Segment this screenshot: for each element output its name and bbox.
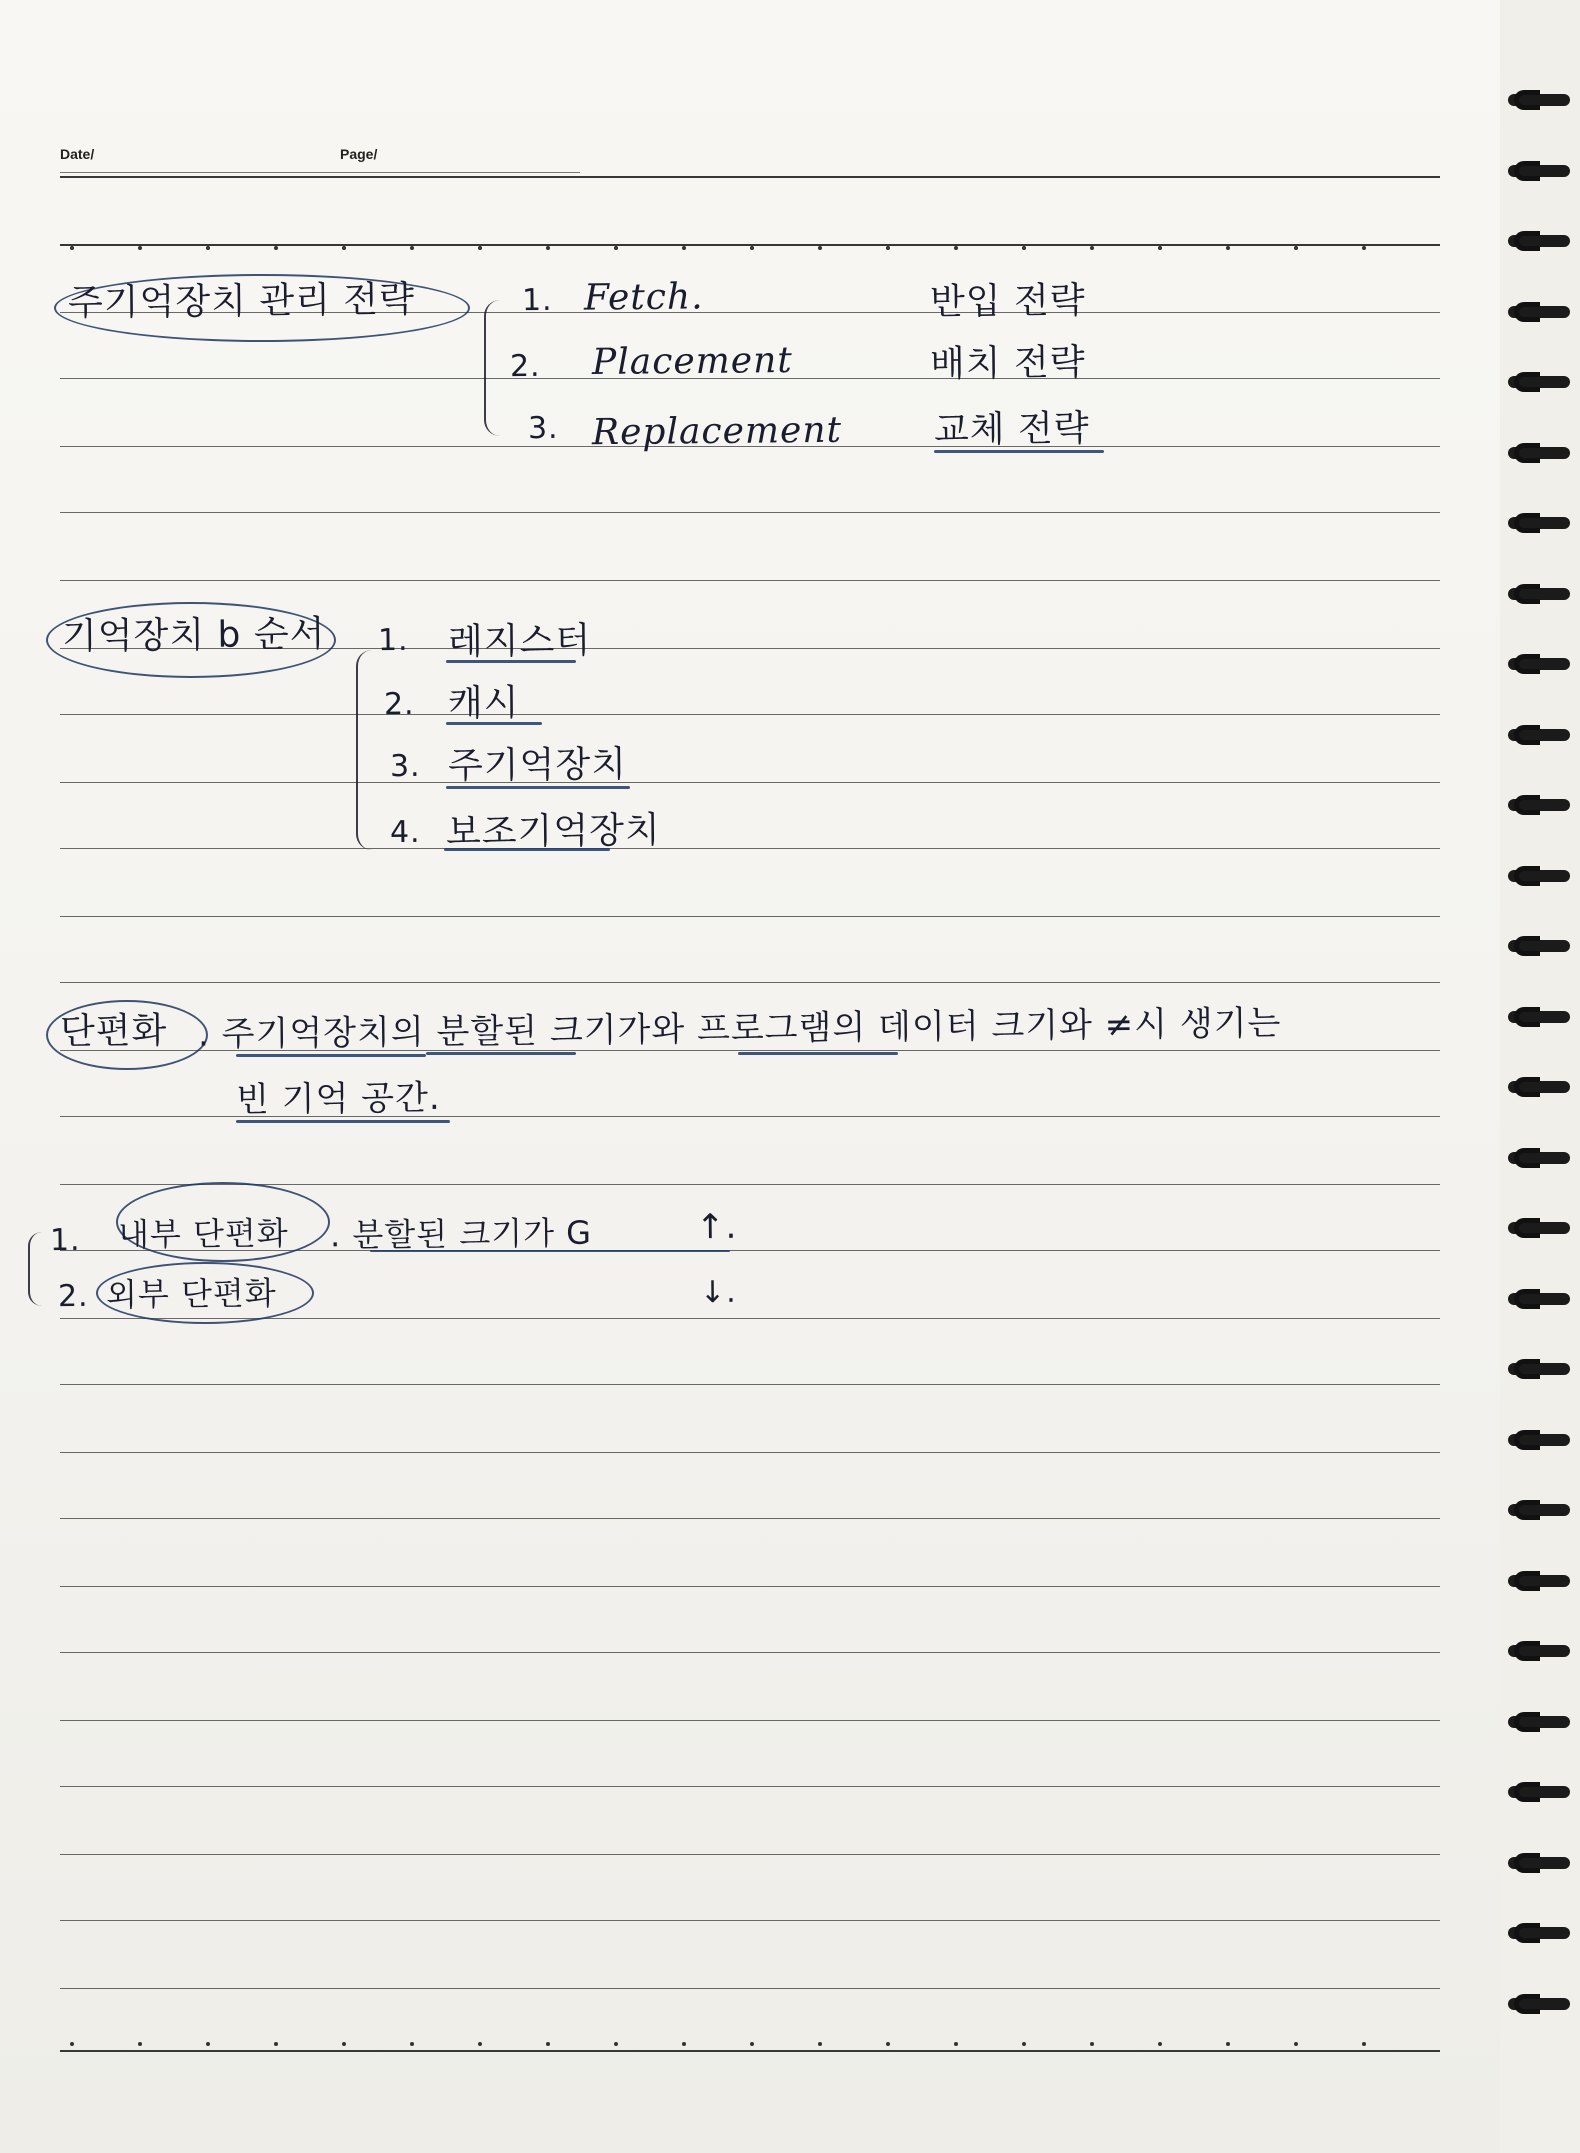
page-dot [342, 246, 346, 250]
spiral-coil [1508, 231, 1570, 251]
page-dot [614, 246, 618, 250]
spiral-coil [1508, 1923, 1570, 1943]
underline [444, 848, 610, 851]
page-dot [342, 2042, 346, 2046]
page-dot [206, 246, 210, 250]
brace [28, 1232, 42, 1306]
page-dot [206, 2042, 210, 2046]
page-dot [682, 246, 686, 250]
spiral-coil [1508, 1007, 1570, 1027]
page-dot [682, 2042, 686, 2046]
page-dot [410, 246, 414, 250]
spiral-coil [1508, 1853, 1570, 1873]
ruled-line [60, 916, 1440, 917]
date-label: Date/ [60, 146, 95, 162]
page-dot [886, 2042, 890, 2046]
ruled-line [60, 512, 1440, 513]
item-label: 내부 단편화 [117, 1214, 289, 1254]
page-dot [546, 2042, 550, 2046]
section-title: 단편화 [59, 1010, 168, 1053]
item-number: 3. [389, 748, 421, 785]
underline [738, 1052, 898, 1055]
spiral-coil [1508, 372, 1570, 392]
page-dot [886, 246, 890, 250]
page-dot [1294, 246, 1298, 250]
page-dot [1022, 2042, 1026, 2046]
item-description: . 분할된 크기가 G [329, 1213, 593, 1255]
item-english: Fetch. [583, 276, 704, 319]
page-dot [1226, 246, 1230, 250]
underline [426, 1052, 576, 1055]
item-text: 주기억장치 [447, 744, 628, 787]
ruled-line [60, 782, 1440, 783]
header-underline [60, 172, 580, 173]
page-dot [1158, 2042, 1162, 2046]
spiral-coil [1508, 725, 1570, 745]
spiral-coil [1508, 90, 1570, 110]
spiral-coil [1508, 443, 1570, 463]
item-symbol: ↑. [695, 1206, 738, 1248]
ruled-line [60, 1786, 1440, 1787]
spiral-coil [1508, 1641, 1570, 1661]
item-number: 2. [383, 686, 415, 723]
spiral-coil [1508, 1994, 1570, 2014]
underline [446, 786, 630, 789]
section-title: 기억장치 b 순서 [61, 613, 326, 658]
spiral-coil [1508, 1571, 1570, 1591]
spiral-coil [1508, 1782, 1570, 1802]
item-label: 외부 단편화 [105, 1274, 277, 1314]
spiral-coil [1508, 1077, 1570, 1097]
page-dot [1294, 2042, 1298, 2046]
ruled-line [60, 1652, 1440, 1653]
spiral-coil [1508, 1359, 1570, 1379]
page-dot [274, 246, 278, 250]
ruled-line [60, 580, 1440, 581]
page-dot [138, 246, 142, 250]
brace [356, 650, 372, 850]
item-number: 3. [527, 410, 559, 447]
underline [446, 660, 576, 663]
top-rule [60, 244, 1440, 246]
spiral-coil [1508, 513, 1570, 533]
page-dot [274, 2042, 278, 2046]
page-dot [614, 2042, 618, 2046]
underline [370, 1250, 730, 1252]
ruled-line [60, 1452, 1440, 1453]
page-dot [818, 246, 822, 250]
underline [446, 722, 542, 725]
item-korean: 배치 전략 [929, 342, 1086, 385]
spiral-coil [1508, 795, 1570, 815]
spiral-coil [1508, 1500, 1570, 1520]
item-english: Placement [591, 339, 793, 384]
definition-line-2: 빈 기억 공간. [235, 1077, 441, 1121]
page-dot [70, 246, 74, 250]
spiral-coil [1508, 584, 1570, 604]
header-rule [60, 176, 1440, 178]
item-text: 캐시 [447, 682, 520, 725]
ruled-line [60, 1920, 1440, 1921]
underline [236, 1054, 426, 1057]
bottom-rule [60, 2050, 1440, 2052]
spiral-coil [1508, 1430, 1570, 1450]
section-title: 주기억장치 관리 전략 [67, 279, 416, 324]
page-dot [1022, 246, 1026, 250]
item-english: Replacement [591, 409, 843, 454]
page-dot [954, 2042, 958, 2046]
item-number: 2. [509, 348, 541, 385]
ruled-line [60, 982, 1440, 983]
page-dot [410, 2042, 414, 2046]
spiral-coil [1508, 1218, 1570, 1238]
page-dot [1362, 2042, 1366, 2046]
spiral-coil [1508, 161, 1570, 181]
item-number: 1. [377, 622, 409, 659]
page-dot [750, 246, 754, 250]
item-text: 보조기억장치 [445, 809, 661, 854]
spiral-coil [1508, 1712, 1570, 1732]
page-dot [818, 2042, 822, 2046]
page-dot [1090, 246, 1094, 250]
ruled-line [60, 1854, 1440, 1855]
ruled-line [60, 1518, 1440, 1519]
definition-line-1: . 주기억장치의 분할된 크기가와 프로그램의 데이터 크기와 ≠시 생기는 [197, 1003, 1282, 1055]
page-dot [478, 2042, 482, 2046]
spiral-binding [1500, 0, 1580, 2153]
brace [484, 300, 500, 436]
spiral-coil [1508, 302, 1570, 322]
page-label: Page/ [340, 146, 378, 162]
item-number: 4. [389, 814, 421, 851]
page-dot [1362, 246, 1366, 250]
item-symbol: ↓. [699, 1274, 737, 1311]
page-dot [546, 246, 550, 250]
page-dot [954, 246, 958, 250]
spiral-coil [1508, 936, 1570, 956]
item-text: 레지스터 [447, 620, 592, 663]
page-dot [1090, 2042, 1094, 2046]
item-number: 1. [49, 1222, 81, 1259]
ruled-line [60, 1720, 1440, 1721]
spiral-coil [1508, 866, 1570, 886]
spiral-coil [1508, 1289, 1570, 1309]
item-korean: 반입 전략 [929, 280, 1086, 323]
ruled-line [60, 1384, 1440, 1385]
page-dot [138, 2042, 142, 2046]
ruled-line [60, 1988, 1440, 1989]
item-number: 1. [521, 282, 553, 319]
page-dot [1158, 246, 1162, 250]
page-dot [1226, 2042, 1230, 2046]
item-number: 2. [57, 1278, 89, 1315]
spiral-coil [1508, 654, 1570, 674]
item-korean: 교체 전략 [933, 408, 1090, 451]
underline [934, 450, 1104, 453]
page-dot [70, 2042, 74, 2046]
page-dot [750, 2042, 754, 2046]
ruled-line [60, 1586, 1440, 1587]
underline [236, 1120, 450, 1123]
ruled-line [60, 714, 1440, 715]
ruled-line [60, 848, 1440, 849]
bottom-dot-row [70, 2042, 1440, 2048]
top-dot-row [70, 246, 1440, 252]
spiral-coil [1508, 1148, 1570, 1168]
page-dot [478, 246, 482, 250]
